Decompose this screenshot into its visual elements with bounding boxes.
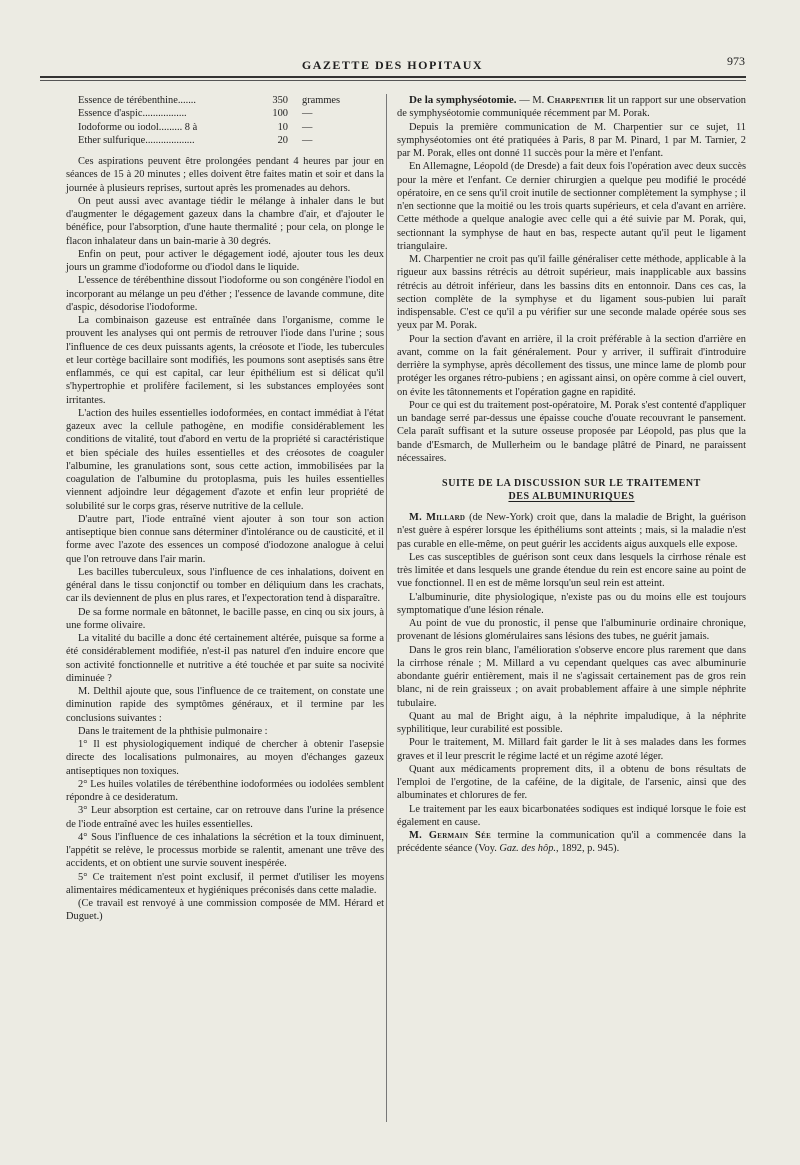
- section-heading: [397, 477, 746, 503]
- page-header: [40, 52, 745, 76]
- ingredient-name: Iodoforme ou iodol......... 8 à: [78, 121, 198, 133]
- germain-paragraph: [397, 829, 746, 856]
- column-divider: [386, 94, 387, 1122]
- body-paragraph: 4° Sous l'influence de ces inhalations la sécrétion et la toux diminuent, l'appétit se relève, le processus morbide se ralentit, amenant une trêve des accidents, et on obtient une survie souvent inespérée.: [66, 831, 384, 870]
- ingredient-quantity: 20: [277, 134, 288, 146]
- right-paragraphs-b: [397, 551, 746, 829]
- body-paragraph: 5° Ce traitement n'est point exclusif, il permet d'utiliser les moyens alimentaires médicamenteux et hygiéniques préconisés dans cette maladie.: [66, 871, 384, 896]
- body-paragraph: Quant au mal de Bright aigu, à la néphrite impaludique, à la néphrite syphilitique, leur curabilité est possible.: [397, 710, 746, 735]
- body-paragraph: Pour la section d'avant en arrière, il la croit préférable à la section d'arrière en avant, comme on la fait généralement. Pour y arriver, il suffirait d'introduire derrière la symphyse, après décollement des tissus, une mince lame de plomb pour protéger les organes rétro-pubiens ; en agissant ainsi, on opère comme à ciel ouvert, on évite les tâtonnements et l'opération gagne en rapidité.: [397, 333, 746, 398]
- body-paragraph: La vitalité du bacille a donc été certainement altérée, puisque sa forme a été considérablement modifiée, n'est-il pas naturel d'en induire encore que son activité fonctionnelle et nutritive a été touchée et par suite sa nocivité diminuée ?: [66, 633, 384, 684]
- ingredient-quantity: 100: [272, 108, 288, 120]
- body-paragraph: Les cas susceptibles de guérison sont ceux dans lesquels la cirrhose rénale est très limitée et dans lesquels une grande étendue du rein est encore saine au point de vue fonctionnel. Il en est de même lorsqu'un seul rein est atteint.: [397, 551, 746, 590]
- body-paragraph: Enfin on peut, pour activer le dégagement iodé, ajouter tous les deux jours un gramme d'iodoforme ou d'iodol dans le liquide.: [66, 248, 384, 274]
- section-heading-line2: DES ALBUMINURIQUES: [508, 491, 635, 502]
- ingredient-name: Ether sulfurique...................: [78, 134, 195, 146]
- right-column: [397, 94, 746, 856]
- header-rule-thick: [40, 76, 746, 78]
- body-paragraph: 1° Il est physiologiquement indiqué de chercher à obtenir l'asepsie directe des localisations pulmonaires, au moyen d'échanges gazeux antiseptiques non toxiques.: [66, 739, 384, 777]
- ingredient-row: [78, 107, 344, 120]
- article-author: Charpentier: [546, 95, 605, 106]
- running-title: GAZETTE DES HOPITAUX: [301, 58, 484, 72]
- body-paragraph: En Allemagne, Léopold (de Dresde) a fait deux fois l'opération avec deux succès pour la mère et l'enfant. Ce dernier chirurgien a quelque peu modifié le procédé opératoire, en ce sens qu'il croit inutile de sectionner complètement la symphyse ; il n'en sectionne que la moitié ou les trois quarts supérieurs, et cela d'avant en arrière. Cette méthode a quelque analogie avec celle qui a été suivie par M. Porak, qui, sectionnant la symphyse de haut en bas, respecte autant qu'il peut le ligament triangulaire.: [397, 161, 746, 252]
- ingredient-quantity: 10: [277, 121, 288, 133]
- body-paragraph: Dans le traitement de la phthisie pulmonaire :: [78, 725, 268, 737]
- body-paragraph: 2° Les huiles volatiles de térébenthine iodoformées ou iodolées semblent répondre à ce desideratum.: [66, 778, 384, 804]
- article-title: De la symphyséotomie.: [409, 94, 517, 106]
- ingredient-name: Essence de térébenthine.......: [78, 95, 197, 106]
- header-rule-thin: [40, 80, 746, 81]
- body-paragraph: Le traitement par les eaux bicarbonatées sodiques est indiqué lorsque le foie est également en cause.: [397, 803, 746, 828]
- ingredients-table: [78, 94, 344, 147]
- germain-author: M. Germain Sée: [409, 830, 492, 841]
- article-author-dash: — M.: [519, 95, 547, 106]
- body-paragraph: M. Charpentier ne croit pas qu'il faille généraliser cette méthode, applicable à la rigueur aux bassins rétrécis au détroit supérieur, mais inapplicable aux bassins rétrécis au détroit inférieur, dans les bassins dits en entonnoir. Dans ces cas, la section complète de la symphyse et du ligament sous-pubien lui paraît indispensable. C'est ce qu'il a pu vérifier sur une seconde malade opérée sous ses yeux par M. Porak.: [397, 254, 746, 332]
- section-heading-line1: SUITE DE LA DISCUSSION SUR LE TRAITEMENT: [442, 478, 701, 489]
- germain-text-2: , 1892, p. 945).: [556, 843, 620, 855]
- article-intro-paragraph: [397, 94, 746, 121]
- germain-text-1: termine la communication qu'il a commencée dans la précédente séance (Voy.: [397, 830, 746, 855]
- ingredient-row: [78, 134, 344, 147]
- right-paragraphs-a: [397, 121, 746, 466]
- body-paragraph: Quant aux médicaments proprement dits, il a obtenu de bons résultats de l'emploi de l'ergotine, de la caféine, de la digitale, de l'arsenic, ainsi que des albuminates et chlorures de fer.: [397, 763, 746, 802]
- body-paragraph: D'autre part, l'iode entraîné vient ajouter à son tour son action antiseptique bien connue sans déterminer d'intolérance ou de causticité, et il forme avec l'azote des essences un composé d'iodozone analogue à celui que l'on retrouve dans l'air marin.: [66, 513, 384, 565]
- millard-author: M. Millard: [409, 512, 466, 523]
- ingredient-unit: —: [302, 108, 313, 120]
- body-paragraph: Au point de vue du pronostic, il pense que l'albuminurie ordinaire chronique, provenant de lésions glomérulaires sans lésions des tubes, ne guérit jamais.: [397, 618, 746, 643]
- ingredient-unit: grammes: [302, 95, 341, 106]
- body-paragraph: (Ce travail est renvoyé à une commission composée de MM. Hérard et Duguet.): [66, 898, 384, 923]
- ingredient-unit: —: [302, 134, 313, 146]
- millard-paragraph: [397, 511, 746, 551]
- ingredient-row: [78, 94, 344, 107]
- body-paragraph: Dans le gros rein blanc, l'amélioration s'observe encore plus rarement que dans la cirrhose rénale ; M. Millard a vu cependant quelques cas avec albuminurie abondante guérir entièrement, mais il ne s'agissait certainement pas de gros rein blanc, ni de rein graisseux ; on avait probablement affaire à une simple néphrite tubulaire.: [397, 644, 746, 709]
- left-column: [66, 94, 384, 924]
- page-number: 973: [727, 54, 745, 68]
- body-paragraph: De sa forme normale en bâtonnet, le bacille passe, en cinq ou six jours, à une forme olivaire.: [66, 606, 384, 631]
- millard-text: (de New-York) croit que, dans la maladie de Bright, la guérison n'est guère à espérer lorsque les épithéliums sont atteints ; mais, si la maladie n'est pas curable en elle-même, on peut guérir les accidents aigus auxquels elle expose.: [397, 512, 746, 550]
- body-paragraph: L'essence de térébenthine dissout l'iodoforme ou son congénère l'iodol en incorporant au mélange un peu d'éther ; l'essence de lavande commune, dite d'aspic, désodorise l'iodoforme.: [66, 275, 384, 313]
- body-paragraph: L'action des huiles essentielles iodoformées, en contact immédiat à l'état gazeux avec la cellule pathogène, en modifie considérablement les conditions de vitalité, tout d'abord en vertu de la propriété si caractéristique et bien spéciale des huiles essentielles et des créosotes de coaguler l'albumine, les granulations sont, sous cette action, immobilisées par la coagulation de l'albumine du protoplasma, puis les huiles essentielles viennent adjoindre leur dégagement d'azote et enfin leur propriété de solubilité sur le corps gras, réserve nutritive de la cellule.: [66, 407, 384, 512]
- ingredient-unit: —: [302, 121, 313, 133]
- body-paragraph: Depuis la première communication de M. Charpentier sur ce sujet, 11 symphyséotomies ont été pratiquées à Paris, 8 par M. Pinard, 1 par M. Tarnier, 2 par M. Porak, elles ont donné 11 succès pour la mère et l'enfant.: [397, 121, 746, 159]
- germain-reference: Gaz. des hôp.: [499, 843, 556, 855]
- body-paragraph: Pour ce qui est du traitement post-opératoire, M. Porak s'est contenté d'appliquer un bandage serré par-dessus une épaisse couche d'ouate recouvrant le pansement. Cela paraît suffisant et la suture osseuse proposée par Léopold, pas plus que la bande d'Esmarch, de Mullerheim ou le bandage plâtré de Pinard, ne paraissent nécessaires.: [397, 399, 746, 464]
- body-paragraph: 3° Leur absorption est certaine, car on retrouve dans l'urine la présence de l'iode entraîné avec les huiles essentielles.: [66, 805, 384, 830]
- ingredient-name: Essence d'aspic.................: [78, 108, 187, 120]
- ingredient-row: [78, 121, 344, 134]
- ingredient-quantity: 350: [272, 95, 288, 106]
- body-paragraph: Pour le traitement, M. Millard fait garder le lit à ses malades dans les formes graves et il leur prescrit le régime lacté et un régime azoté léger.: [397, 737, 746, 762]
- body-paragraph: L'albuminurie, dite physiologique, n'existe pas ou du moins elle est toujours symptomatique d'une lésion rénale.: [397, 591, 746, 616]
- body-paragraph: La combinaison gazeuse est entraînée dans l'organisme, comme le prouvent les analyses qui ont permis de retrouver l'iode dans l'urine ; sous l'influence de ces deux puissants agents, la créosote et l'iode, les tubercules et leur cortège bacillaire sont modifiés, les poumons sont aseptisés sans être enflammés, ce qui est capital, car leur épithélium est si délicat qu'il s'hypertrophie et prolifère facilement, si les substances employées sont irritantes.: [66, 315, 384, 406]
- body-paragraph: On peut aussi avec avantage tiédir le mélange à inhaler dans le but d'augmenter le dégagement gazeux dans la chambre d'air, et d'ajouter le bénéfice, pour l'absorption, d'une haute thermalité ; pour cela, on plonge le flacon inhalateur dans un bain-marie à 30 degrés.: [66, 195, 384, 247]
- article-intro-text: lit un rapport sur une observation de symphyséotomie communiquée récemment par M. Porak.: [397, 95, 746, 120]
- left-paragraphs: [66, 155, 384, 924]
- body-paragraph: Ces aspirations peuvent être prolongées pendant 4 heures par jour en séances de 15 à 20 minutes ; elles doivent être faites matin et soir et dans la journée à plusieurs reprises, surtout après les promenades au dehors.: [66, 156, 384, 194]
- body-paragraph: Les bacilles tuberculeux, sous l'influence de ces inhalations, doivent en général dans le tissu conjonctif ou tomber en déliquium dans les crachats, car ils deviennent de plus en plus rares, et l'expectoration tend à disparaître.: [66, 566, 384, 605]
- body-paragraph: M. Delthil ajoute que, sous l'influence de ce traitement, on constate une diminution rapide des symptômes généraux, et il termine par les conclusions suivantes :: [66, 686, 384, 724]
